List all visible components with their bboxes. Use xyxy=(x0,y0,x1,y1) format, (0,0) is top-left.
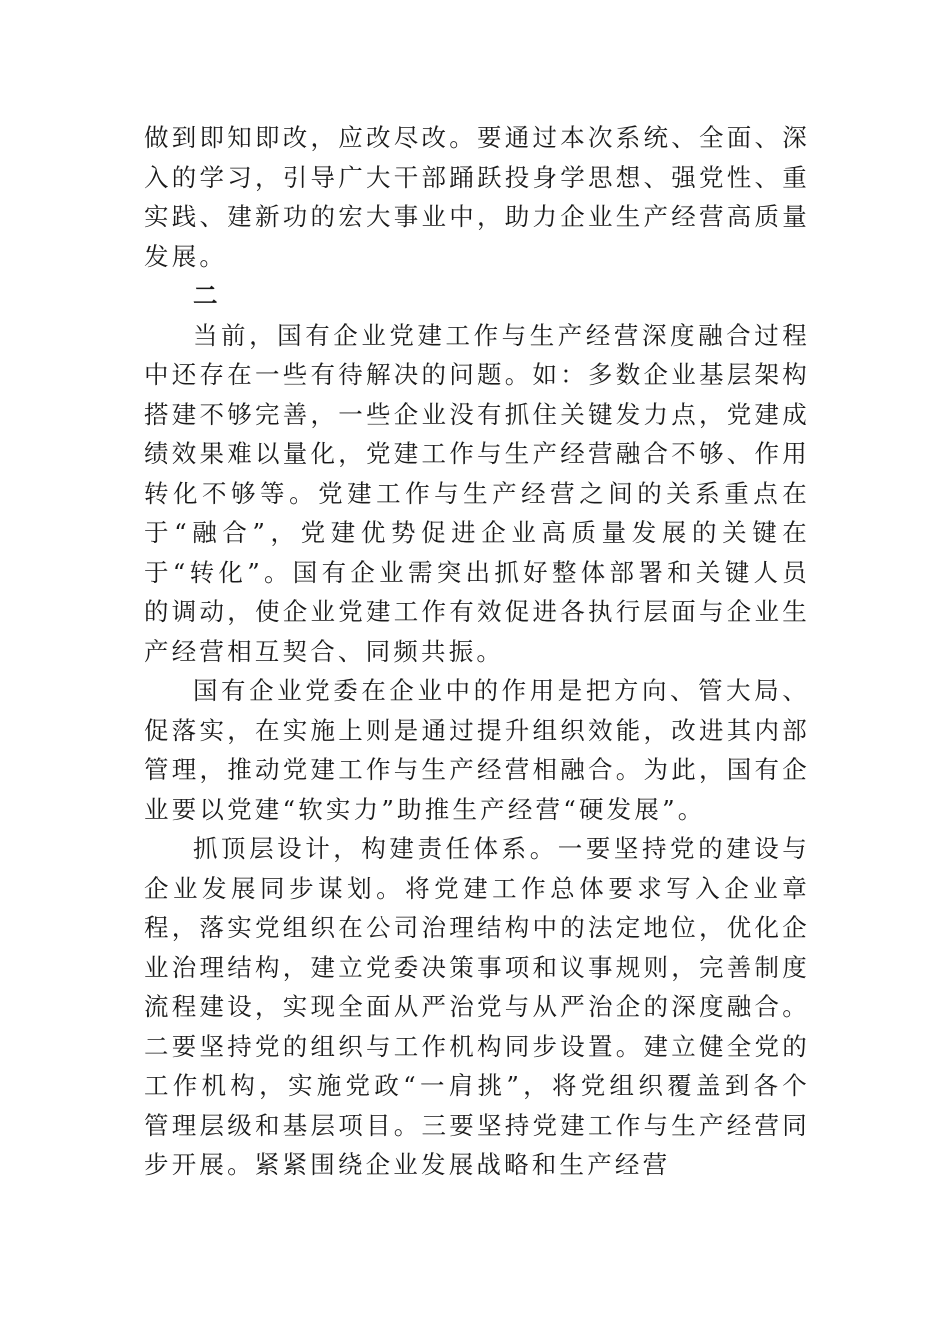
document-body xyxy=(144,118,810,1185)
paragraph-current-problems: 当前，国有企业党建工作与生产经营深度融合过程中还存在一些有待解决的问题。如：多数企业基层架构搭建不够完善，一些企业没有抓住关键发力点，党建成绩效果难以量化，党建工作与生产经营融合不够、作用转化不够等。党建工作与生产经营之间的关系重点在于“融合”，党建优势促进企业高质量发展的关键在于“转化”。国有企业需突出抓好整体部署和关键人员的调动，使企业党建工作有效促进各执行层面与企业生产经营相互契合、同频共振。 xyxy=(144,320,810,666)
paragraph-party-committee-role: 国有企业党委在企业中的作用是把方向、管大局、促落实，在实施上则是通过提升组织效能，改进其内部管理，推动党建工作与生产经营相融合。为此，国有企业要以党建“软实力”助推生产经营“硬发展”。 xyxy=(144,676,810,824)
section-heading: 二 xyxy=(193,281,221,310)
paragraph-continuation: 做到即知即改，应改尽改。要通过本次系统、全面、深入的学习，引导广大干部踊跃投身学思想、强党性、重实践、建新功的宏大事业中，助力企业生产经营高质量发展。 xyxy=(144,123,810,271)
paragraph-top-level-design: 抓顶层设计，构建责任体系。一要坚持党的建设与企业发展同步谋划。将党建工作总体要求写入企业章程，落实党组织在公司治理结构中的法定地位，优化企业治理结构，建立党委决策事项和议事规则，完善制度流程建设，实现全面从严治党与从严治企的深度融合。二要坚持党的组织与工作机构同步设置。建立健全党的工作机构，实施党政“一肩挑”，将党组织覆盖到各个管理层级和基层项目。三要坚持党建工作与生产经营同步开展。紧紧围绕企业发展战略和生产经营 xyxy=(144,834,810,1179)
